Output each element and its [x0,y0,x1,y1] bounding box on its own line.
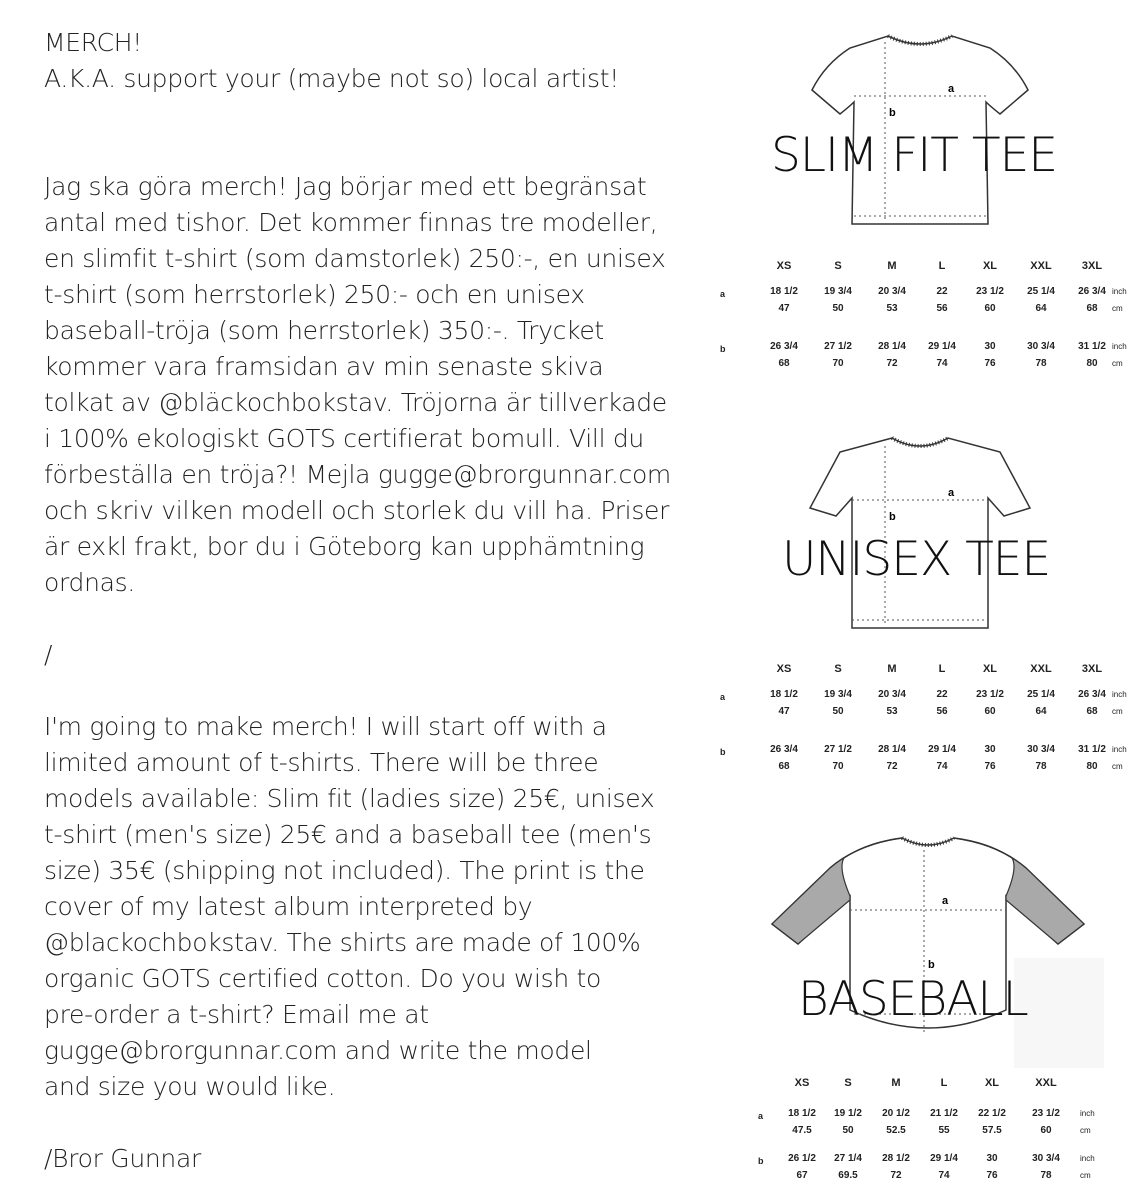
baseball-label-b: b [928,959,935,971]
size-cm-cell: 80 [1086,761,1098,772]
size-header: M [887,663,897,675]
size-inch-cell: 18 1/2 [770,286,798,297]
size-cm-cell: 74 [936,761,948,772]
slim-fit-section [700,0,1137,390]
size-cm-cell: 74 [936,358,948,369]
size-inch-cell: 25 1/4 [1027,689,1055,700]
size-inch-cell: 20 3/4 [878,689,906,700]
size-cm-cell: 60 [984,706,996,717]
size-cm-cell: 47 [778,706,790,717]
unit-inch: inch [1112,745,1127,754]
size-inch-cell: 31 1/2 [1078,341,1106,352]
size-inch-cell: 26 3/4 [770,341,798,352]
size-header: L [940,1077,948,1089]
size-header: XL [982,663,998,675]
size-cm-cell: 69.5 [838,1170,858,1181]
size-inch-cell: 26 3/4 [1078,286,1106,297]
unisex-section [700,420,1137,800]
size-header: S [844,1077,852,1089]
size-cm-cell: 74 [938,1170,950,1181]
size-cm-cell: 72 [886,761,898,772]
size-inch-cell: 29 1/4 [928,744,956,755]
size-cm-cell: 78 [1040,1170,1052,1181]
size-cm-cell: 67 [796,1170,808,1181]
size-cm-cell: 78 [1035,358,1047,369]
unit-cm: cm [1080,1126,1091,1135]
size-header: M [891,1077,901,1089]
slim-label-a: a [948,83,955,95]
row-label: a [720,692,726,702]
size-header: XXL [1035,1077,1057,1089]
size-inch-cell: 19 3/4 [824,689,852,700]
size-header: L [938,260,946,272]
size-cm-cell: 76 [986,1170,998,1181]
size-inch-cell: 18 1/2 [770,689,798,700]
unisex-title: UNISEX TEE [782,532,1051,587]
size-inch-cell: 26 3/4 [1078,689,1106,700]
size-inch-cell: 23 1/2 [976,689,1004,700]
size-inch-cell: 27 1/2 [824,744,852,755]
unit-cm: cm [1112,359,1123,368]
unit-inch: inch [1080,1109,1095,1118]
unit-inch: inch [1112,342,1127,351]
article-subheading: A.K.A. support your (maybe not so) local artist! [44,64,619,93]
unit-inch: inch [1080,1154,1095,1163]
size-header: XS [776,663,792,675]
size-header: XS [794,1077,810,1089]
size-cm-cell: 50 [832,706,844,717]
size-cm-cell: 68 [778,358,790,369]
size-cm-cell: 56 [936,303,948,314]
size-cm-cell: 70 [832,358,844,369]
size-cm-cell: 57.5 [982,1125,1002,1136]
row-label: b [720,344,726,354]
size-inch-cell: 22 1/2 [978,1108,1006,1119]
article-separator: / [44,640,53,669]
size-inch-cell: 28 1/2 [882,1153,910,1164]
size-inch-cell: 29 1/4 [928,341,956,352]
size-header: XS [776,260,792,272]
baseball-title: BASEBALL [798,972,1028,1027]
size-inch-cell: 22 [936,689,948,700]
unit-cm: cm [1112,707,1123,716]
article-english: I'm going to make merch! I will start off with a limited amount of t-shirts. There will be three models available: Slim fit (ladies size) 25€, unisex t-shirt (men's size) 25€ and a baseball tee (men's size) 35€ (shipping not included). The print is the cover of my latest album interpreted by @blackochbokstav. The shirts are made of 100% organic GOTS certified cotton. Do you wish to pre-order a t-shirt? Email me at gugge@brorgunnar.com and write the model and size you would like. [44,712,655,1101]
size-header: XXL [1030,260,1052,272]
size-cm-cell: 76 [984,358,996,369]
size-cm-cell: 70 [832,761,844,772]
size-inch-cell: 28 1/4 [878,341,906,352]
size-inch-cell: 30 [984,341,996,352]
size-cm-cell: 47.5 [792,1125,812,1136]
size-inch-cell: 30 3/4 [1027,341,1055,352]
size-header: S [834,260,842,272]
article-signature: /Bror Gunnar [44,1144,201,1173]
size-header: XXL [1030,663,1052,675]
size-inch-cell: 19 3/4 [824,286,852,297]
size-cm-cell: 50 [832,303,844,314]
unit-cm: cm [1112,762,1123,771]
baseball-label-a: a [942,895,949,907]
size-cm-cell: 80 [1086,358,1098,369]
size-cm-cell: 53 [886,706,898,717]
slim-fit-title: SLIM FIT TEE [771,128,1058,183]
size-inch-cell: 26 3/4 [770,744,798,755]
row-label: b [720,747,726,757]
size-inch-cell: 28 1/4 [878,744,906,755]
size-header: 3XL [1081,260,1103,272]
row-label: a [758,1111,764,1121]
size-inch-cell: 27 1/4 [834,1153,862,1164]
size-cm-cell: 64 [1035,303,1047,314]
row-label: a [720,289,726,299]
size-cm-cell: 68 [1086,303,1098,314]
size-header: M [887,260,897,272]
size-cm-cell: 53 [886,303,898,314]
article-heading: MERCH! [44,28,142,57]
article [44,25,734,1177]
size-cm-cell: 52.5 [886,1125,906,1136]
size-cm-cell: 64 [1035,706,1047,717]
size-inch-cell: 18 1/2 [788,1108,816,1119]
size-inch-cell: 29 1/4 [930,1153,958,1164]
size-inch-cell: 30 3/4 [1032,1153,1060,1164]
size-inch-cell: 23 1/2 [976,286,1004,297]
size-cm-cell: 55 [938,1125,950,1136]
size-header: XL [984,1077,1000,1089]
unit-cm: cm [1112,304,1123,313]
size-inch-cell: 23 1/2 [1032,1108,1060,1119]
size-cm-cell: 60 [1040,1125,1052,1136]
size-cm-cell: 47 [778,303,790,314]
unit-inch: inch [1112,287,1127,296]
unit-cm: cm [1080,1171,1091,1180]
size-header: XL [982,260,998,272]
unisex-tee-drawing [800,430,1040,630]
unisex-label-b: b [889,511,896,523]
size-header: L [938,663,946,675]
size-cm-cell: 68 [1086,706,1098,717]
size-inch-cell: 27 1/2 [824,341,852,352]
size-cm-cell: 78 [1035,761,1047,772]
size-inch-cell: 20 3/4 [878,286,906,297]
size-inch-cell: 31 1/2 [1078,744,1106,755]
size-cm-cell: 72 [886,358,898,369]
size-inch-cell: 25 1/4 [1027,286,1055,297]
size-header: 3XL [1081,663,1103,675]
row-label: b [758,1156,764,1166]
unisex-label-a: a [948,487,955,499]
size-cm-cell: 76 [984,761,996,772]
slim-label-b: b [889,107,896,119]
size-header: S [834,663,842,675]
size-cm-cell: 60 [984,303,996,314]
size-inch-cell: 30 3/4 [1027,744,1055,755]
size-cm-cell: 68 [778,761,790,772]
size-inch-cell: 20 1/2 [882,1108,910,1119]
size-cm-cell: 56 [936,706,948,717]
size-inch-cell: 30 [984,744,996,755]
size-inch-cell: 22 [936,286,948,297]
article-swedish: Jag ska göra merch! Jag börjar med ett begränsat antal med tishor. Det kommer finnas tre modeller, en slimfit t-shirt (som damstorlek) 250:-, en unisex t-shirt (som herrstorlek) 250:- och en unisex baseball-tröja (som herrstorlek) 350:-. Trycket kommer vara framsidan av min senaste skiva tolkat av @bläckochbokstav. Tröjorna är tillverkade i 100% ekologiskt GOTS certifierat bomull. Vill du förbeställa en tröja?! Mejla gugge@brorgunnar.com och skriv vilken modell och storlek du vill ha. Priser är exkl frakt, bor du i Göteborg kan upphämtning ordnas. [44,172,671,597]
size-inch-cell: 19 1/2 [834,1108,862,1119]
size-inch-cell: 26 1/2 [788,1153,816,1164]
size-inch-cell: 30 [986,1153,998,1164]
size-inch-cell: 21 1/2 [930,1108,958,1119]
baseball-section [700,820,1137,1200]
size-cm-cell: 72 [890,1170,902,1181]
unit-inch: inch [1112,690,1127,699]
size-cm-cell: 50 [842,1125,854,1136]
